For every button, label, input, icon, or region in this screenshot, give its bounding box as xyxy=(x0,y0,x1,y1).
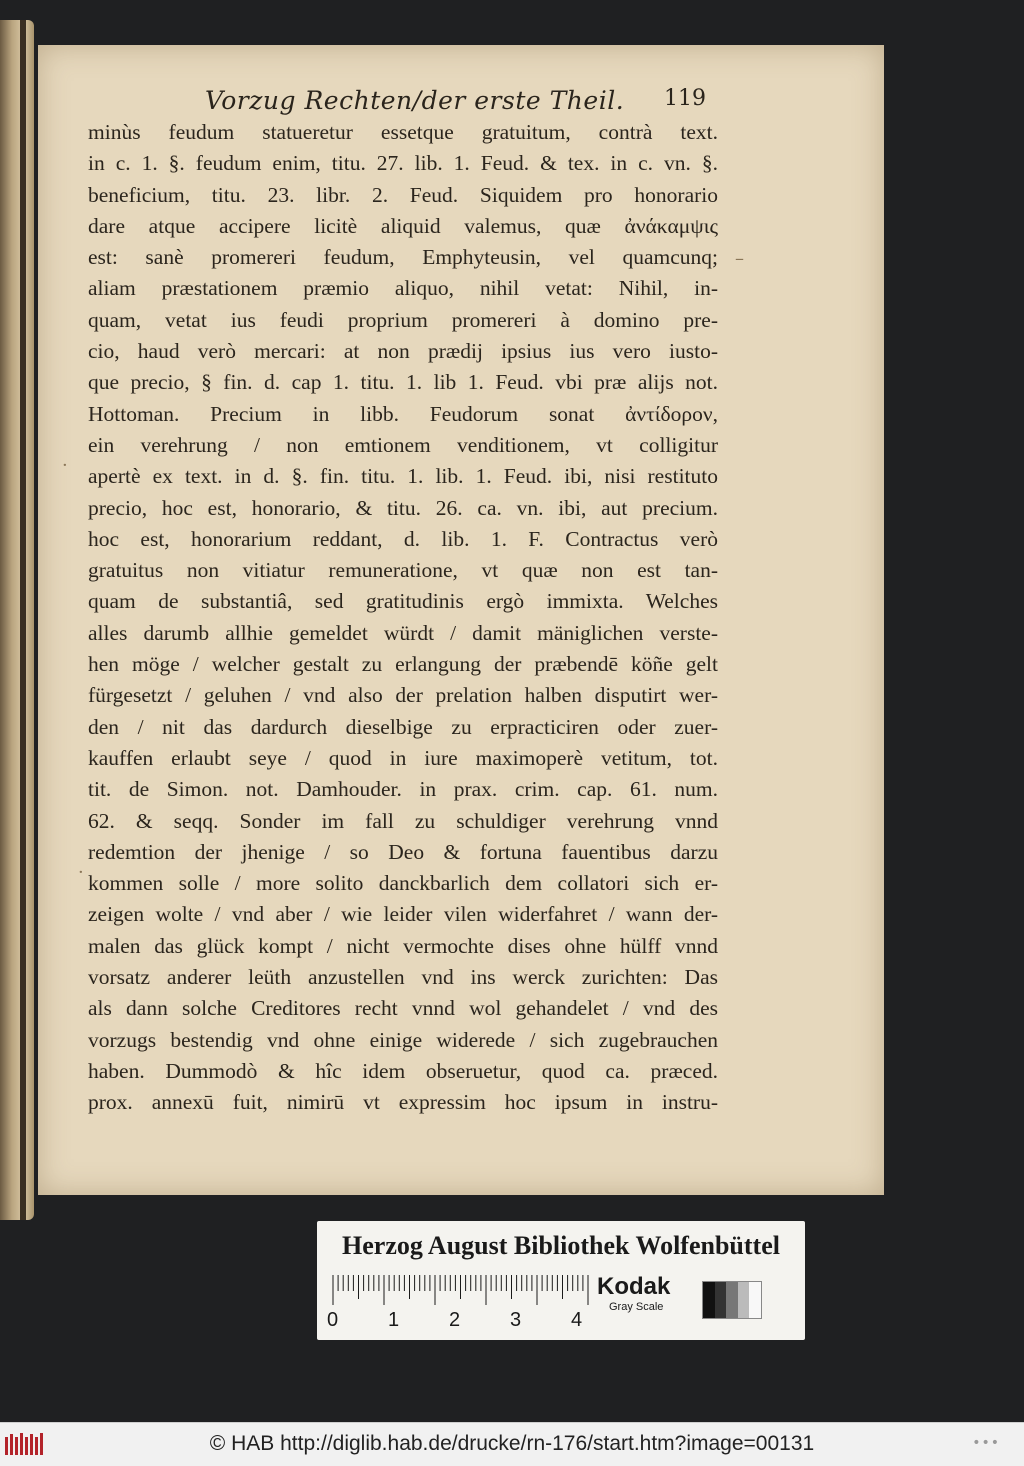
margin-mark: · xyxy=(62,455,68,476)
text-line: malen das glück kompt / nicht vermochte dises ohne hülff vnnd xyxy=(88,933,718,958)
reference-card xyxy=(317,1221,805,1340)
copyright-url[interactable]: © HAB http://diglib.hab.de/drucke/rn-176/start.htm?image=00131 xyxy=(209,1432,815,1455)
text-line: Hottoman. Precium in libb. Feudorum sonat ἀντίδορον, xyxy=(88,401,718,426)
page-text xyxy=(88,117,718,1119)
text-line: haben. Dummodò & hîc idem obseruetur, quod ca. præced. xyxy=(88,1058,718,1083)
folio-number: 119 xyxy=(664,86,706,111)
text-line: hen möge / welcher gestalt zu erlangung der præbendē köñe gelt xyxy=(88,652,718,677)
kodak-logo: Kodak xyxy=(597,1273,671,1300)
text-line: kommen solle / more solito danckbarlich dem collatori sich er- xyxy=(88,871,718,896)
text-line: kauffen erlaubt seye / quod in iure maximoperè vetitum, tot. xyxy=(88,745,718,770)
text-line: est: sanè promereri feudum, Emphyteusin, vel quamcunq; xyxy=(88,245,718,270)
text-line: fürgesetzt / geluhen / vnd also der prelation halben disputirt wer- xyxy=(88,683,718,708)
ruler-number: 4 xyxy=(571,1309,583,1331)
running-head: Vorzug Rechten/der erste Theil. xyxy=(205,86,625,115)
text-line: quam, vetat ius feudi proprium promereri à domino pre- xyxy=(88,307,718,332)
text-line: beneficium, titu. 23. libr. 2. Feud. Siquidem pro honorario xyxy=(88,182,718,207)
more-menu-icon[interactable]: ••• xyxy=(972,1435,1000,1451)
previous-page-edge xyxy=(0,20,34,1220)
library-name: Herzog August Bibliothek Wolfenbüttel xyxy=(342,1231,780,1260)
text-line: minùs feudum statueretur essetque gratuitum, contrà text. xyxy=(88,120,718,144)
gray-scale-label: Gray Scale xyxy=(609,1301,664,1313)
text-line: den / nit das dardurch dieselbige zu erpracticiren oder zuer- xyxy=(88,714,718,739)
text-line: que precio, § fin. d. cap 1. titu. 1. lib 1. Feud. vbi præ alijs not. xyxy=(88,370,718,395)
text-line: in c. 1. §. feudum enim, titu. 27. lib. 1. Feud. & tex. in c. vn. §. xyxy=(88,151,718,176)
ruler-scale xyxy=(329,1273,597,1333)
text-line: dare atque accipere licitè aliquid valemus, quæ ἀνάκαμψις xyxy=(88,213,718,238)
text-line: ein verehrung / non emtionem venditionem, vt colligitur xyxy=(88,432,718,457)
gray-scale-patches xyxy=(702,1281,762,1319)
text-line: zeigen wolte / vnd aber / wie leider vilen widerfahret / wann der- xyxy=(88,902,718,927)
text-line: precio, hoc est, honorario, & titu. 26. ca. vn. ibi, aut precium. xyxy=(88,495,718,520)
text-line: quam de substantiâ, sed gratitudinis ergò immixta. Welches xyxy=(88,589,718,614)
ruler-number: 1 xyxy=(388,1309,400,1331)
text-line: tit. de Simon. not. Damhouder. in prax. crim. cap. 61. num. xyxy=(88,777,718,802)
text-line: vorzugs bestendig vnd ohne einige widerede / sich zugebrauchen xyxy=(88,1027,718,1052)
text-line: aliam præstationem præmio aliquo, nihil vetat: Nihil, in- xyxy=(88,276,718,301)
text-line: prox. annexū fuit, nimirū vt expressim hoc ipsum in instru- xyxy=(88,1090,718,1115)
ruler-number: 2 xyxy=(449,1309,461,1331)
text-line: cio, haud verò mercari: at non prædij ipsius ius vero iusto- xyxy=(88,339,718,364)
text-line: gratuitus non vitiatur remuneratione, vt quæ non est tan- xyxy=(88,558,718,583)
ruler-number: 3 xyxy=(510,1309,522,1331)
margin-mark: · xyxy=(78,862,84,883)
text-line: alles darumb allhie gemeldet würdt / damit mäniglichen verste- xyxy=(88,620,718,645)
text-line: 62. & seqq. Sonder im fall zu schuldiger verehrung vnnd xyxy=(88,808,718,833)
text-line: vorsatz anderer leüth anzustellen vnd ins werck zurichten: Das xyxy=(88,965,718,990)
text-line: redemtion der jhenige / so Deo & fortuna fauentibus darzu xyxy=(88,839,718,864)
text-line: als dann solche Creditores recht vnnd wol gehandelet / vnd des xyxy=(88,996,718,1021)
text-line: hoc est, honorarium reddant, d. lib. 1. F. Contractus verò xyxy=(88,526,718,551)
footer-bar xyxy=(0,1422,1024,1466)
text-line: apertè ex text. in d. §. fin. titu. 1. lib. 1. Feud. ibi, nisi restituto xyxy=(88,464,718,489)
margin-mark: – xyxy=(735,248,744,269)
ruler-number: 0 xyxy=(327,1309,339,1331)
